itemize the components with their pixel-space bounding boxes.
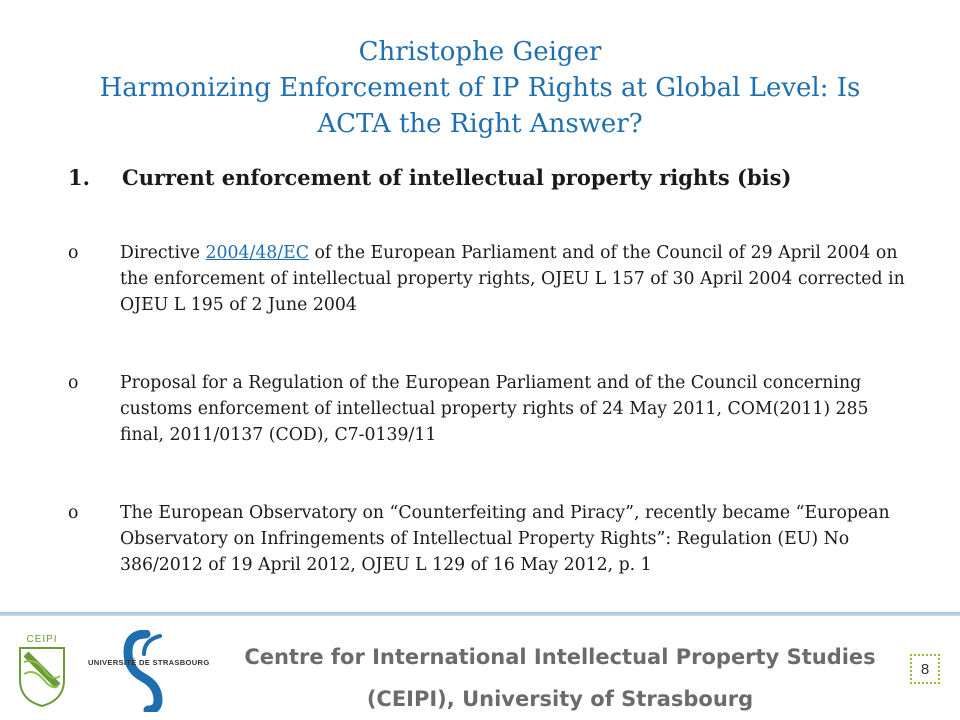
- centre-name: [240, 636, 880, 720]
- directive-link[interactable]: 2004/48/EC: [205, 243, 309, 263]
- bullet-item: [68, 500, 918, 578]
- ceipi-shield-icon: [14, 634, 70, 708]
- bullet-marker: o: [68, 243, 79, 263]
- university-logo: [88, 630, 238, 712]
- slide-author: Christophe Geiger: [358, 37, 602, 67]
- ceipi-logo: [14, 634, 70, 708]
- centre-name-line2: (CEIPI), University of Strasbourg: [366, 687, 754, 711]
- bullet-item: [68, 240, 918, 318]
- slide-title-text: Harmonizing Enforcement of IP Rights at Global Level: Is ACTA the Right Answer?: [99, 73, 861, 139]
- section-number: 1.: [68, 165, 90, 190]
- bullet-item: [68, 370, 918, 448]
- bullet-text-post: of the European Parliament and of the Council of 29 April 2004 on the enforcement of intellectual property rights, OJEU L 157 of 30 April 2004 corrected in OJEU L 195 of 2 June 2004: [120, 243, 905, 315]
- bullet-list: [68, 240, 918, 578]
- centre-name-line1: Centre for International Intellectual Property Studies: [244, 645, 876, 669]
- bullet-text: Proposal for a Regulation of the European Parliament and of the Council concerning customs enforcement of intellectual property rights of 24 May 2011, COM(2011) 285 final, 2011/0137 (COD), C7-0139/11: [120, 373, 869, 445]
- bullet-marker: o: [68, 503, 79, 523]
- university-logo-text: UNIVERSITÉ DE STRASBOURG: [88, 658, 210, 667]
- page-number: 8: [910, 654, 940, 684]
- footer: [0, 616, 960, 720]
- unistra-swoosh-icon: [88, 630, 238, 712]
- section-heading: [68, 163, 908, 193]
- bullet-marker: o: [68, 373, 79, 393]
- bullet-text-pre: Directive: [120, 243, 206, 263]
- ceipi-logo-text: CEIPI: [26, 634, 58, 645]
- slide-title: [60, 34, 900, 142]
- section-heading-text: Current enforcement of intellectual property rights (bis): [122, 165, 792, 190]
- bullet-text: The European Observatory on “Counterfeiting and Piracy”, recently became “European Observatory on Infringements of Intellectual Property Rights”: Regulation (EU) No 386/2012 of 19 April 2012, OJEU L 129 of 16 May 2012, p. 1: [120, 503, 890, 575]
